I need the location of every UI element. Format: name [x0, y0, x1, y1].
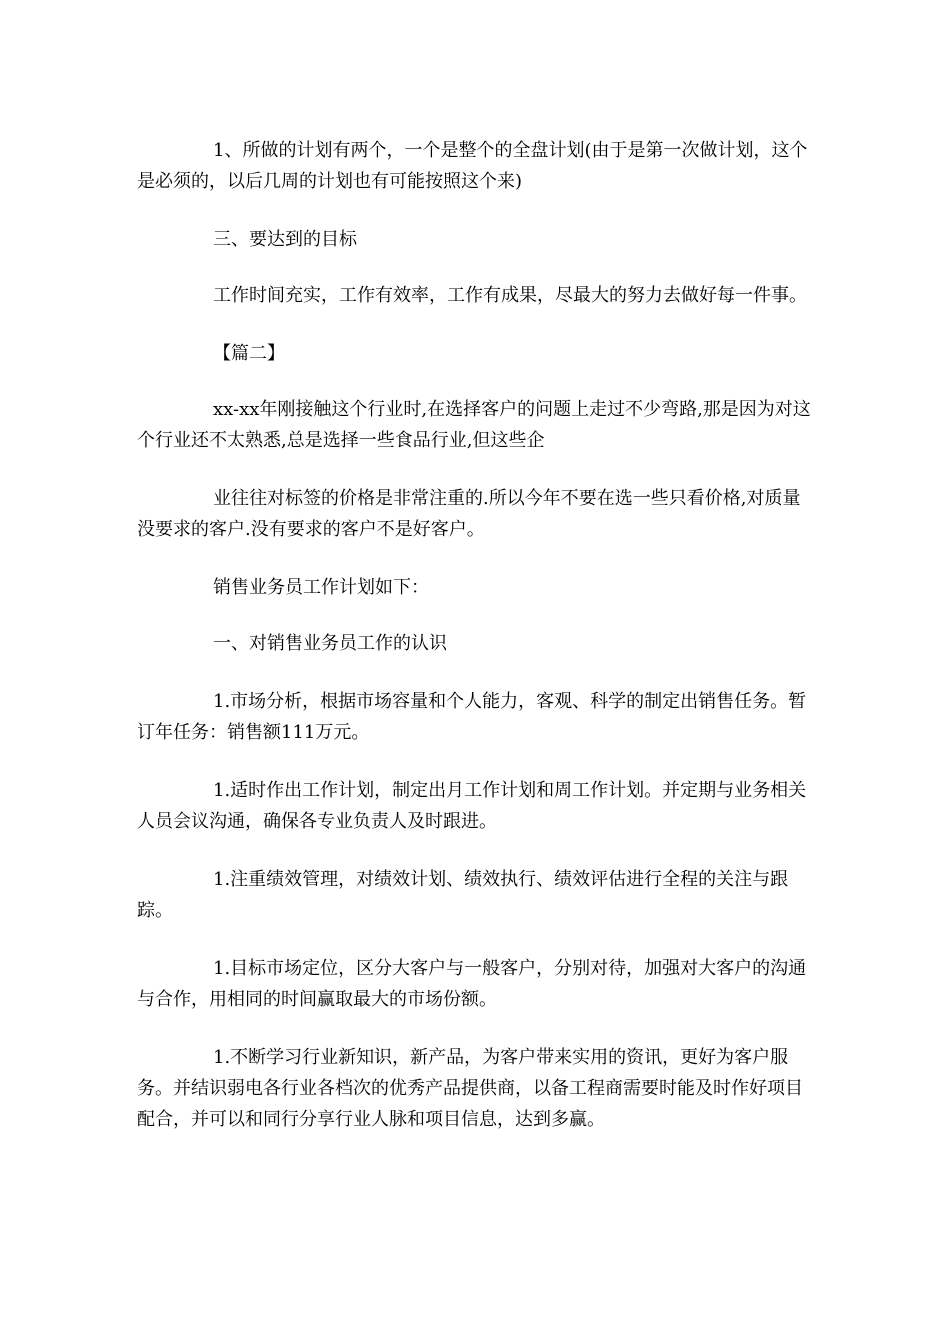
paragraph-client-selection: 业往往对标签的价格是非常注重的.所以今年不要在选一些只看价格,对质量没要求的客户.没有要求的客户不是好客户。 — [137, 488, 801, 540]
paragraph-target-market: 1.目标市场定位，区分大客户与一般客户，分别对待，加强对大客户的沟通与合作，用相同的时间赢取最大的市场份额。 — [137, 958, 807, 1010]
section-heading-part-two: 【篇二】 — [213, 343, 285, 364]
heading-work-understanding: 一、对销售业务员工作的认识 — [213, 633, 447, 654]
paragraph-industry-intro: xx-xx年刚接触这个行业时,在选择客户的问题上走过不少弯路,那是因为对这个行业还不太熟悉,总是选择一些食品行业,但这些企 — [137, 399, 811, 451]
document-body — [137, 135, 813, 1162]
paragraph-work-schedule: 1.适时作出工作计划，制定出月工作计划和周工作计划。并定期与业务相关人员会议沟通，确保各专业负责人及时跟进。 — [137, 780, 807, 832]
paragraph-market-analysis: 1.市场分析，根据市场容量和个人能力，客观、科学的制定出销售任务。暂订年任务：销售额111万元。 — [137, 691, 807, 743]
paragraph-performance-management: 1.注重绩效管理，对绩效计划、绩效执行、绩效评估进行全程的关注与跟踪。 — [137, 869, 789, 921]
paragraph-continuous-learning: 1.不断学习行业新知识，新产品，为客户带来实用的资讯，更好为客户服务。并结识弱电各行业各档次的优秀产品提供商，以备工程商需要时能及时作好项目配合，并可以和同行分享行业人脉和项目信息，达到多赢。 — [137, 1047, 803, 1130]
heading-goals: 三、要达到的目标 — [213, 229, 357, 250]
paragraph-plan-intro: 销售业务员工作计划如下： — [213, 577, 429, 598]
paragraph-goals: 工作时间充实，工作有效率，工作有成果，尽最大的努力去做好每一件事。 — [213, 285, 807, 306]
paragraph-plan-count: 1、所做的计划有两个，一个是整个的全盘计划(由于是第一次做计划，这个是必须的，以后几周的计划也有可能按照这个来) — [137, 140, 808, 192]
